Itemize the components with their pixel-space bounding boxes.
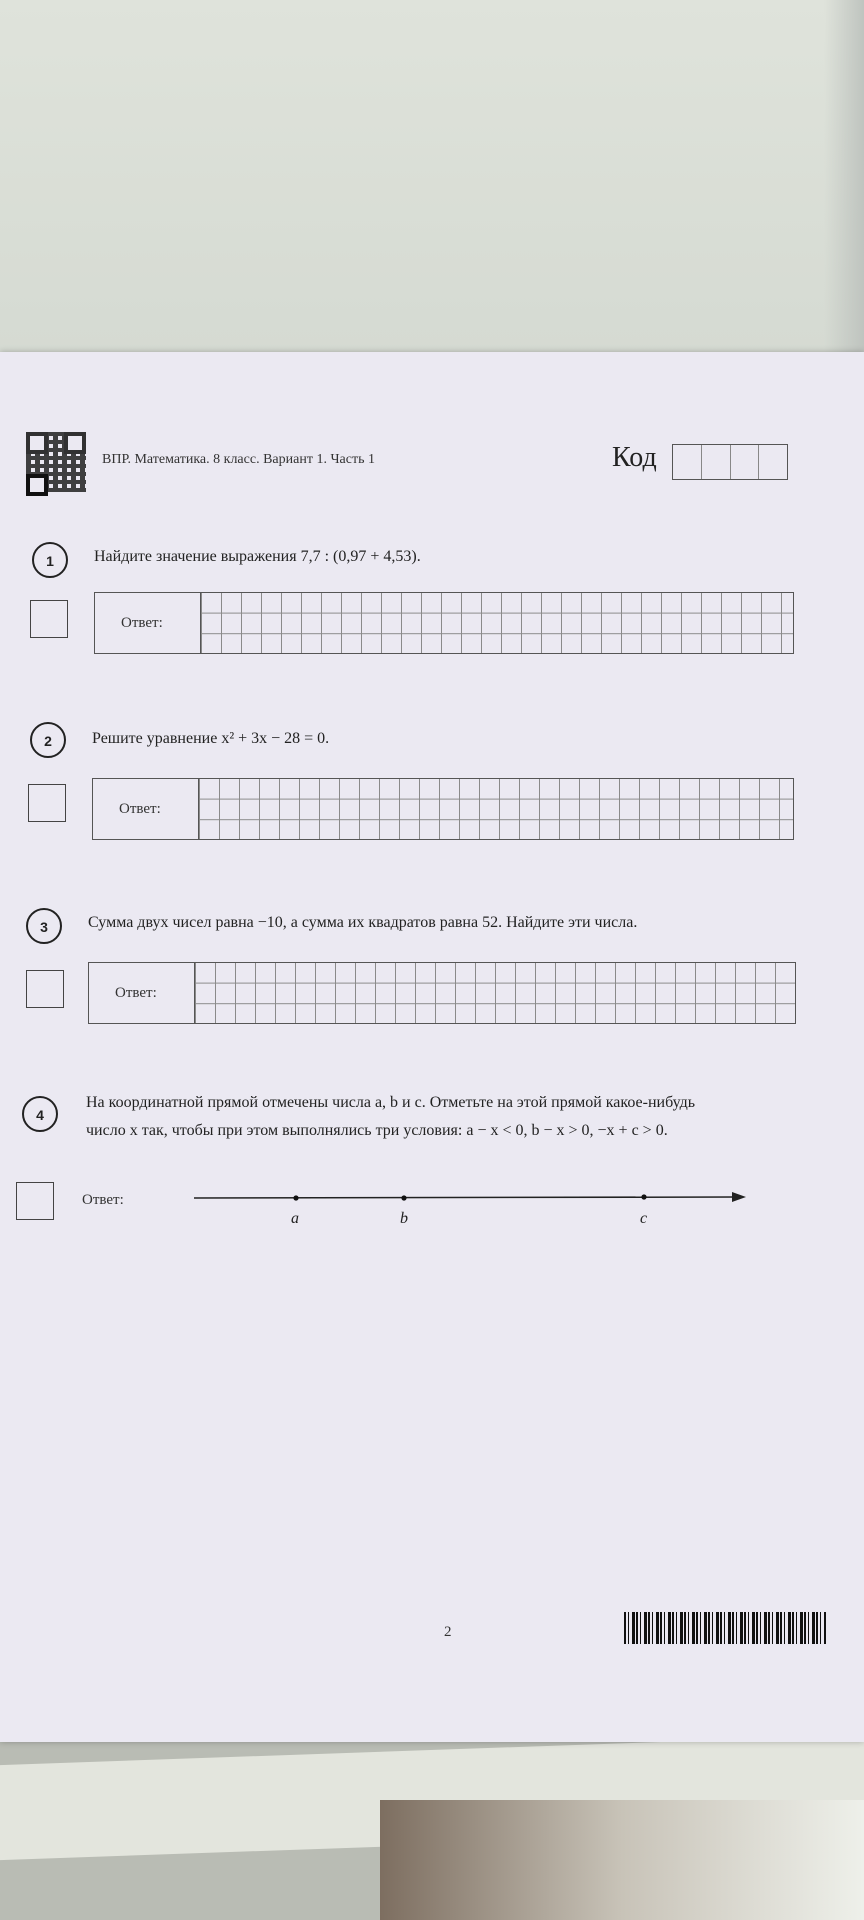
header-title: ВПР. Математика. 8 класс. Вариант 1. Часть 1 xyxy=(102,452,375,467)
task-4-answer-label: Ответ: xyxy=(82,1192,124,1208)
number-line-axis xyxy=(194,1197,738,1198)
task-3-answer-label: Ответ: xyxy=(89,963,195,1023)
qr-corner-marker xyxy=(26,474,48,496)
task-1-answer-row xyxy=(94,592,794,654)
page-number: 2 xyxy=(444,1624,452,1640)
code-cell[interactable] xyxy=(759,445,787,479)
task-1-answer-label: Ответ: xyxy=(95,593,201,653)
task-1-answer-grid[interactable] xyxy=(201,593,793,653)
task-1-score-box[interactable] xyxy=(30,600,68,638)
background-wall xyxy=(0,0,864,360)
task-2-score-box[interactable] xyxy=(28,784,66,822)
task-3-answer-row xyxy=(88,962,796,1024)
code-cell[interactable] xyxy=(702,445,731,479)
point-c-label: c xyxy=(640,1210,648,1227)
code-cell[interactable] xyxy=(731,445,760,479)
code-field[interactable] xyxy=(672,444,788,480)
background-floor xyxy=(380,1800,864,1920)
code-cell[interactable] xyxy=(673,445,702,479)
task-2-answer-row xyxy=(92,778,794,840)
task-number-4: 4 xyxy=(22,1096,58,1132)
point-a-label: a xyxy=(291,1210,299,1227)
task-4-score-box[interactable] xyxy=(16,1182,54,1220)
task-3-text: Сумма двух чисел равна −10, а сумма их квадратов равна 52. Найдите эти числа. xyxy=(88,914,638,931)
barcode-icon xyxy=(624,1612,826,1644)
task-number-1: 1 xyxy=(32,542,68,578)
task-2-answer-grid[interactable] xyxy=(199,779,793,839)
task-2-text: Решите уравнение x² + 3x − 28 = 0. xyxy=(92,730,330,747)
point-b-label: b xyxy=(400,1210,408,1227)
point-b-mark xyxy=(401,1195,406,1200)
task-number-3: 3 xyxy=(26,908,62,944)
task-2-answer-label: Ответ: xyxy=(93,779,199,839)
task-4-text-line-2: число x так, чтобы при этом выполнялись три условия: a − x < 0, b − x > 0, −x + c > 0. xyxy=(86,1122,668,1139)
background-shadow xyxy=(824,0,864,360)
task-4-text-line-1: На координатной прямой отмечены числа a, b и c. Отметьте на этой прямой какое-нибудь xyxy=(86,1094,696,1111)
number-line-arrow-icon xyxy=(732,1192,746,1202)
point-a-mark xyxy=(293,1195,298,1200)
task-number-2: 2 xyxy=(30,722,66,758)
number-line[interactable] xyxy=(190,1180,750,1204)
task-3-score-box[interactable] xyxy=(26,970,64,1008)
code-label: Код xyxy=(612,442,657,473)
task-3-answer-grid[interactable] xyxy=(195,963,795,1023)
point-c-mark xyxy=(641,1194,646,1199)
task-1-text: Найдите значение выражения 7,7 : (0,97 + 4,53). xyxy=(94,548,421,565)
